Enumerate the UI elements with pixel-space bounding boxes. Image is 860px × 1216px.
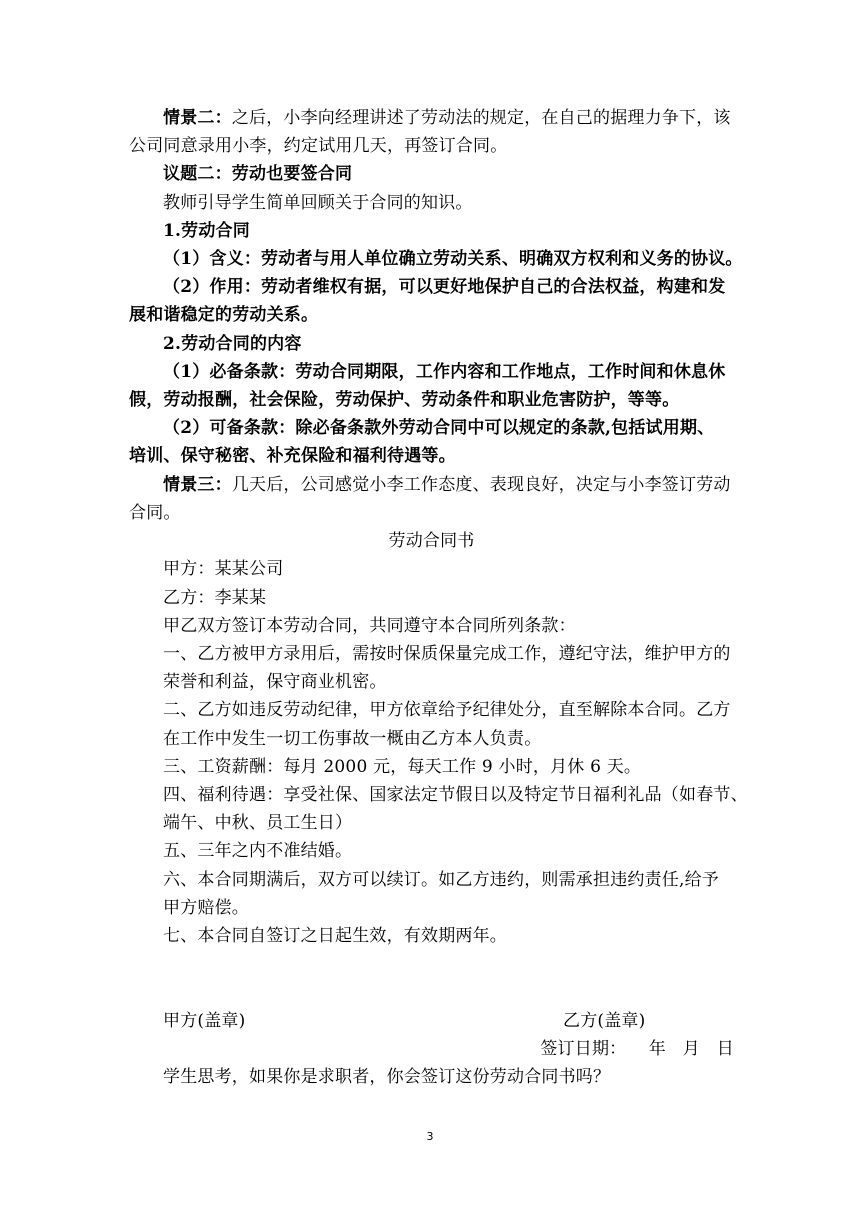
section2-optional-line2: 培训、保守秘密、补充保险和福利待遇等。 [129, 446, 456, 466]
page-number: 3 [426, 1130, 434, 1143]
scene3-text1: 几天后，公司感觉小李工作态度、表现良好，决定与小李签订劳动 [231, 475, 731, 495]
contract-clause3: 三、工资薪酬：每月 2000 元，每天工作 9 小时，月休 6 天。 [163, 757, 642, 777]
scene3-line2: 合同。 [129, 503, 181, 523]
contract-clause2-line2: 在工作中发生一切工伤事故一概由乙方本人负责。 [163, 729, 542, 749]
student-question: 学生思考，如果你是求职者，你会签订这份劳动合同书吗？ [163, 1067, 611, 1087]
contract-clause5: 五、三年之内不准结婚。 [163, 841, 353, 861]
scene3-label: 情景三： [163, 475, 232, 495]
scene2-line2: 公司同意录用小李，约定试用几天，再签订合同。 [129, 136, 508, 156]
section2-optional-line1: （2）可备条款：除必备条款外劳动合同中可以规定的条款,包括试用期、 [163, 418, 715, 438]
party-b-seal: 乙方(盖章) [563, 1011, 646, 1031]
contract-clause4-line1: 四、福利待遇：享受社保、国家法定节假日以及特定节日福利礼品（如春节、 [163, 785, 748, 805]
contract-party-a: 甲方：某某公司 [163, 559, 284, 579]
sign-date: 签订日期： 年 月 日 [540, 1039, 734, 1059]
scene3-line1 [129, 473, 734, 497]
party-a-seal: 甲方(盖章) [163, 1011, 246, 1031]
section2-required-line1: （1）必备条款：劳动合同期限，工作内容和工作地点，工作时间和休息休 [163, 362, 726, 382]
contract-title: 劳动合同书 [388, 531, 475, 551]
section1-heading: 1.劳动合同 [163, 221, 250, 241]
contract-clause1-line2: 荣誉和利益，保守商业机密。 [163, 672, 387, 692]
contract-clause2-line1: 二、乙方如违反劳动纪律，甲方依章给予纪律处分，直至解除本合同。乙方 [163, 700, 731, 720]
scene2-text1: 之后，小李向经理讲述了劳动法的规定，在自己的据理力争下，该 [231, 108, 731, 128]
contract-clause1-line1: 一、乙方被甲方录用后，需按时保质保量完成工作，遵纪守法，维护甲方的 [163, 644, 731, 664]
contract-clause6-line2: 甲方赔偿。 [163, 898, 249, 918]
section2-required-line2: 假，劳动报酬，社会保险，劳动保护、劳动条件和职业危害防护，等等。 [129, 390, 680, 410]
scene2-label: 情景二： [163, 108, 232, 128]
scene2-line1 [129, 106, 734, 130]
section1-role-line1: （2）作用：劳动者维权有据，可以更好地保护自己的合法权益，构建和发 [163, 277, 726, 297]
topic2-heading: 议题二：劳动也要签合同 [163, 164, 353, 184]
contract-clause4-line2: 端午、中秋、员工生日） [163, 813, 353, 833]
section2-heading: 2.劳动合同的内容 [163, 334, 302, 354]
section1-meaning: （1）含义：劳动者与用人单位确立劳动关系、明确双方权利和义务的协议。 [163, 249, 743, 269]
contract-clause6-line1: 六、本合同期满后，双方可以续订。如乙方违约，则需承担违约责任,给予 [163, 870, 720, 890]
contract-intro: 甲乙双方签订本劳动合同，共同遵守本合同所列条款： [163, 616, 576, 636]
contract-clause7: 七、本合同自签订之日起生效，有效期两年。 [163, 926, 507, 946]
teacher-text: 教师引导学生简单回顾关于合同的知识。 [163, 193, 473, 213]
contract-party-b: 乙方：李某某 [163, 588, 267, 608]
section1-role-line2: 展和谐稳定的劳动关系。 [129, 305, 319, 325]
